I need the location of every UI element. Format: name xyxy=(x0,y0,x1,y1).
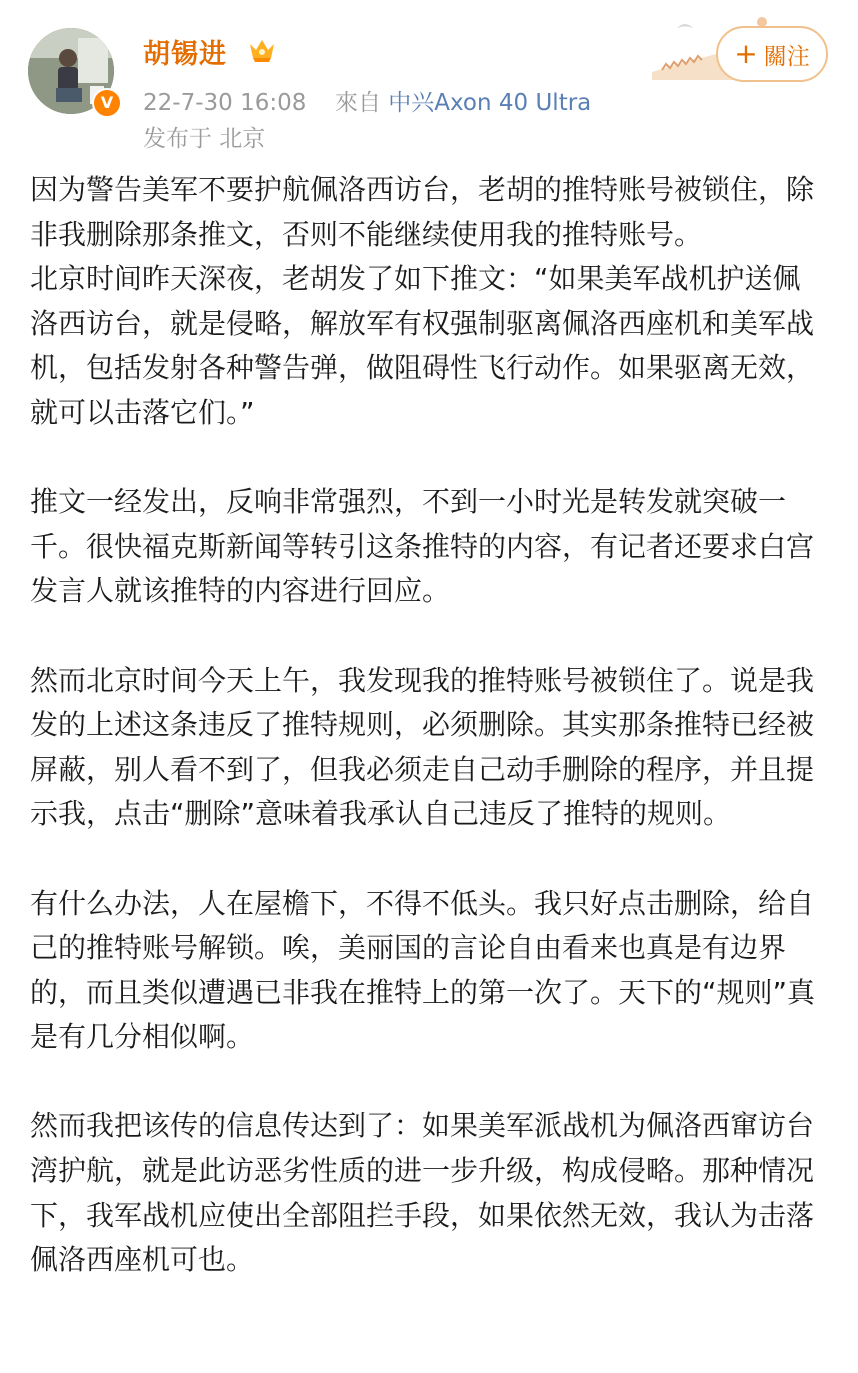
post-header xyxy=(0,0,858,150)
follow-label: 關注 xyxy=(763,43,810,70)
post-paragraph: 然而北京时间今天上午，我发现我的推特账号被锁住了。说是我发的上述这条违反了推特规则，必须删除。其实那条推特已经被屏蔽，别人看不到了，但我必须走自己动手删除的程序，并且提示我，点击“删除”意味着我承认自己违反了推特的规则。 xyxy=(30,663,815,831)
post-body xyxy=(30,168,826,1283)
member-crown-icon[interactable] xyxy=(247,36,277,64)
post-timestamp: 22-7-30 16:08 xyxy=(143,90,307,116)
post-location: 发布于 北京 xyxy=(143,126,266,152)
post-meta xyxy=(143,84,591,117)
post-paragraph: 推文一经发出，反响非常强烈，不到一小时光是转发就突破一千。很快福克斯新闻等转引这条推特的内容，有记者还要求白宫发言人就该推特的内容进行回应。 xyxy=(30,485,815,608)
device-link[interactable]: 中兴Axon 40 Ultra xyxy=(388,90,592,116)
post-paragraph: 因为警告美军不要护航佩洛西访台，老胡的推特账号被锁住，除非我删除那条推文，否则不能继续使用我的推特账号。 xyxy=(30,173,815,251)
username[interactable]: 胡锡进 xyxy=(143,39,227,70)
post-paragraph: 有什么办法，人在屋檐下，不得不低头。我只好点击删除，给自己的推特账号解锁。唉，美丽国的言论自由看来也真是有边界的，而且类似遭遇已非我在推特上的第一次了。天下的“规则”真是有几分相似啊。 xyxy=(30,886,816,1054)
follow-button[interactable] xyxy=(716,26,828,82)
post-paragraph: 然而我把该传的信息传达到了：如果美军派战机为佩洛西窜访台湾护航，就是此访恶劣性质的进一步升级，构成侵略。那种情况下，我军战机应使出全部阻拦手段，如果依然无效，我认为击落佩洛西座机可也。 xyxy=(30,1109,815,1277)
source-prefix: 來自 xyxy=(334,90,381,116)
plus-icon: + xyxy=(734,37,758,70)
post-paragraph: 北京时间昨天深夜，老胡发了如下推文：“如果美军战机护送佩洛西访台，就是侵略，解放军有权强制驱离佩洛西座机和美军战机，包括发射各种警告弹，做阻碍性飞行动作。如果驱离无效，就可以击落它们。” xyxy=(30,262,815,429)
verified-icon: V xyxy=(92,88,122,118)
